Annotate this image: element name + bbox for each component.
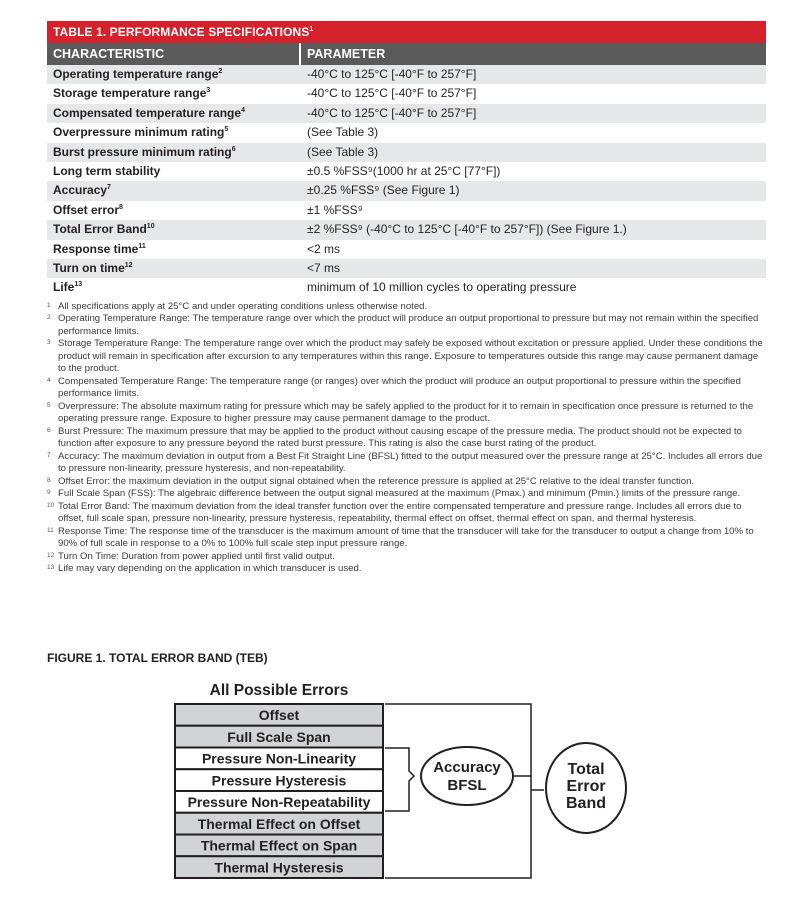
footnote-number: 10 xyxy=(47,501,55,509)
footnote-text: Offset Error: the maximum deviation in the output signal obtained when the reference pressure is applied at 25°C relative to the ideal transfer function. xyxy=(58,475,695,487)
characteristic-text: Burst pressure minimum rating xyxy=(53,144,232,159)
error-list xyxy=(175,704,383,878)
parameter-cell: ±2 %FSS⁹ (-40°C to 125°C [-40°F to 257°F]) (See Figure 1.) xyxy=(307,222,627,237)
footnote-ref: 8 xyxy=(119,203,123,211)
parameter-cell: -40°C to 125°C [-40°F to 257°F] xyxy=(307,67,477,81)
error-label: Offset xyxy=(258,707,300,723)
footnote-ref: 13 xyxy=(74,281,83,289)
footnote-text: Life may vary depending on the application in which transducer is used. xyxy=(58,563,362,575)
teb-label-line2: Error xyxy=(566,778,606,795)
characteristic-text: Total Error Band xyxy=(53,222,147,237)
footnote-text: Total Error Band: The maximum deviation from the ideal transfer function over the entire compensated temperature and pressure range. Includes all errors due to offset, full scale span, pressure non-linearity, pressure hysteresis, repeatability, thermal effect on offset, thermal effect on span, and thermal hysteresis. xyxy=(58,500,742,525)
characteristic-text: Turn on time xyxy=(53,260,125,275)
figure-title: FIGURE 1. TOTAL ERROR BAND (TEB) xyxy=(47,651,268,665)
characteristic-text: Storage temperature range xyxy=(53,86,207,101)
footnote-ref: 5 xyxy=(224,126,229,134)
footnote-text: Response Time: The response time of the transducer is the maximum amount of time that the transducer will take for the transducer to output a change from 10% to 90% of full scale in response to a 0% to 100% full scale step input pressure range. xyxy=(58,525,754,550)
header-characteristic: CHARACTERISTIC xyxy=(47,43,301,65)
footnote-text: All specifications apply at 25°C and under operating conditions unless otherwise noted. xyxy=(58,300,428,312)
characteristic-text: Accuracy xyxy=(53,183,108,198)
footnote-number: 13 xyxy=(47,564,55,572)
footnote-number: 4 xyxy=(47,376,51,384)
footnote-number: 5 xyxy=(47,401,51,409)
footnote-number: 8 xyxy=(47,476,51,484)
footnote-number: 3 xyxy=(47,339,51,347)
diagram-heading: All Possible Errors xyxy=(209,682,349,699)
footnote-text: Burst Pressure: The maximum pressure that may be applied to the product without causing escape of the pressure media. The product should not be expected to function after exposure to any pressure beyond the rated burst pressure. This rating is also the case burst rating of the product. xyxy=(58,425,742,450)
footnote-text: Full Scale Span (FSS): The algebraic difference between the output signal measured at the maximum (Pmax.) and minimum (Pmin.) limits of the pressure range. xyxy=(58,488,741,500)
characteristic-text: Operating temperature range xyxy=(53,67,219,81)
characteristic-text: Offset error xyxy=(53,202,120,217)
footnote-text: Turn On Time: Duration from power applied until first valid output. xyxy=(58,550,335,562)
footnote-ref: 12 xyxy=(124,261,133,269)
footnote-text: Accuracy: The maximum deviation in output from a Best Fit Straight Line (BFSL) fitted to the output measured over the pressure range at 25°C. Includes all errors due to pressure non-linearity, pressure hysteresis, and non-repeatability. xyxy=(58,450,763,475)
characteristic-text: Long term stability xyxy=(53,163,161,178)
parameter-cell: (See Table 3) xyxy=(307,144,379,159)
accuracy-ellipse xyxy=(421,747,513,805)
footnote-text: Compensated Temperature Range: The temperature range (or ranges) over which the product will produce an output proportional to pressure within the specified performance limits. xyxy=(58,375,741,400)
footnote-ref: 11 xyxy=(138,242,146,250)
table-title-sup: 1 xyxy=(309,26,314,33)
footnote-number: 12 xyxy=(47,551,55,559)
error-label: Full Scale Span xyxy=(227,728,331,745)
parameter-cell: -40°C to 125°C [-40°F to 257°F] xyxy=(307,105,477,120)
header-parameter: PARAMETER xyxy=(307,47,386,61)
characteristic-text: Overpressure minimum rating xyxy=(53,125,225,140)
accuracy-brace xyxy=(385,748,414,811)
teb-label-line3: Band xyxy=(566,795,606,812)
footnote-number: 9 xyxy=(47,489,51,497)
footnote-number: 6 xyxy=(47,426,51,434)
parameter-cell: (See Table 3) xyxy=(307,125,379,140)
teb-label-line1: Total xyxy=(567,761,605,778)
footnote-text: Overpressure: The absolute maximum rating for pressure which may be safely applied to the product for it to remain in specification once pressure is returned to the operating pressure range. Exposure to higher pressure may cause permanent damage to the product. xyxy=(58,400,754,425)
footnote-number: 11 xyxy=(47,526,54,534)
footnote-ref: 4 xyxy=(241,106,245,114)
error-label: Thermal Effect on Offset xyxy=(197,815,361,832)
footnote-ref: 2 xyxy=(218,68,223,75)
parameter-cell: ±0.25 %FSS⁹ (See Figure 1) xyxy=(307,183,460,198)
footnote-number: 2 xyxy=(47,314,51,322)
parameter-cell: minimum of 10 million cycles to operating pressure xyxy=(307,280,577,295)
accuracy-label: Accuracy xyxy=(433,759,501,776)
footnote-text: Operating Temperature Range: The temperature range over which the product will produce an output proportional to pressure but may not remain within the specified performance limits. xyxy=(58,313,759,337)
parameter-cell: ±1 %FSS⁹ xyxy=(307,202,363,217)
footnote-ref: 3 xyxy=(206,87,211,95)
bfsl-label: BFSL xyxy=(447,777,487,794)
parameter-cell: -40°C to 125°C [-40°F to 257°F] xyxy=(307,86,477,101)
footnote-ref: 10 xyxy=(146,223,155,231)
footnote-number: 1 xyxy=(47,301,51,309)
footnote-ref: 7 xyxy=(107,184,111,192)
error-label: Thermal Effect on Span xyxy=(200,837,358,854)
characteristic-text: Compensated temperature range xyxy=(53,105,242,120)
footnote-text: Storage Temperature Range: The temperature range over which the product may safely be exposed without excitation or pressure applied. Under these conditions the product will remain in specification after excursion to any temperatures within this range. Exposure to temperatures outside this range may cause permanent damage to the product. xyxy=(58,338,763,375)
characteristic-text: Life xyxy=(53,280,75,295)
parameter-cell: <2 ms xyxy=(307,241,341,256)
error-label: Pressure Non-Repeatability xyxy=(187,794,371,810)
error-label: Thermal Hysteresis xyxy=(214,859,344,876)
parameter-cell: <7 ms xyxy=(307,260,341,275)
error-label: Pressure Non-Linearity xyxy=(201,750,357,767)
footnote-number: 7 xyxy=(47,451,51,459)
footnote-ref: 6 xyxy=(231,145,236,153)
parameter-cell: ±0.5 %FSS⁹(1000 hr at 25°C [77°F]) xyxy=(307,163,501,178)
table-title-text: TABLE 1. PERFORMANCE SPECIFICATIONS xyxy=(53,25,310,39)
characteristic-text: Response time xyxy=(53,241,139,256)
error-label: Pressure Hysteresis xyxy=(211,772,347,789)
